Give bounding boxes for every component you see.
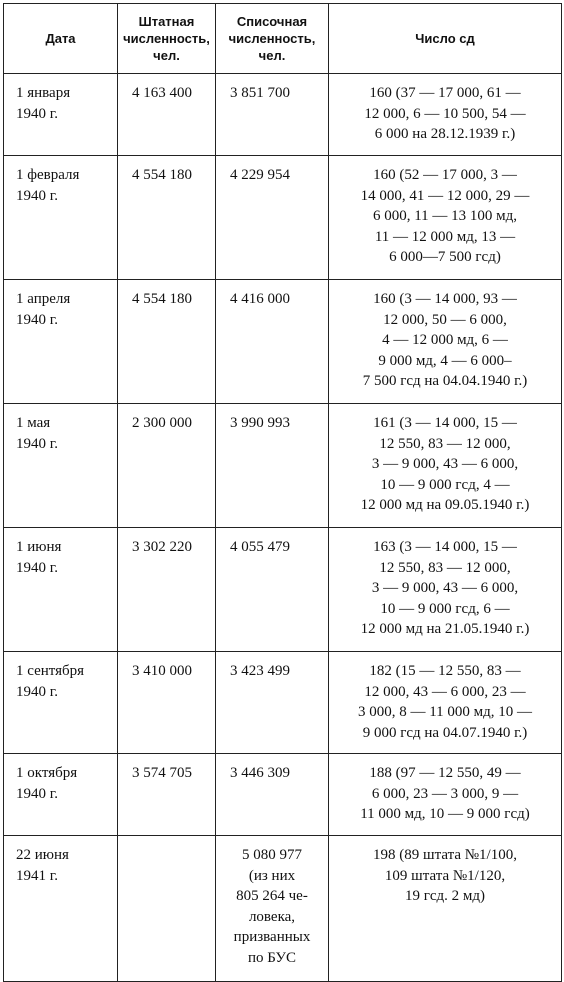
cell-date: 1 июня 1940 г. <box>4 528 118 652</box>
cell-date: 1 сентября 1940 г. <box>4 652 118 754</box>
cell-division-count: 163 (3 — 14 000, 15 — 12 550, 83 — 12 000, 3 — 9 000, 43 — 6 000, 10 — 9 000 гсд, 6 — 12 000 мд на 21.05.1940 г.) <box>329 528 562 652</box>
table-row <box>4 404 562 528</box>
cell-division-count: 182 (15 — 12 550, 83 — 12 000, 43 — 6 000, 23 — 3 000, 8 — 11 000 мд, 10 — 9 000 гсд на 04.07.1940 г.) <box>329 652 562 754</box>
table-row <box>4 754 562 836</box>
cell-staff-strength <box>118 836 216 982</box>
table-header-row <box>4 4 562 74</box>
header-date: Дата <box>4 4 118 74</box>
header-division-count: Число сд <box>329 4 562 74</box>
table-row <box>4 652 562 754</box>
cell-list-strength: 3 446 309 <box>216 754 329 836</box>
cell-date: 1 мая 1940 г. <box>4 404 118 528</box>
header-list-strength: Списочная численность, чел. <box>216 4 329 74</box>
cell-division-count: 188 (97 — 12 550, 49 — 6 000, 23 — 3 000, 9 — 11 000 мд, 10 — 9 000 гсд) <box>329 754 562 836</box>
cell-list-strength: 3 423 499 <box>216 652 329 754</box>
cell-list-strength: 4 229 954 <box>216 156 329 280</box>
cell-division-count: 161 (3 — 14 000, 15 — 12 550, 83 — 12 000, 3 — 9 000, 43 — 6 000, 10 — 9 000 гсд, 4 — 12 000 мд на 09.05.1940 г.) <box>329 404 562 528</box>
table-row <box>4 280 562 404</box>
cell-date: 1 февраля 1940 г. <box>4 156 118 280</box>
table-row <box>4 74 562 156</box>
cell-division-count: 198 (89 штата №1/100, 109 штата №1/120, 19 гсд. 2 мд) <box>329 836 562 982</box>
cell-staff-strength: 3 410 000 <box>118 652 216 754</box>
cell-staff-strength: 3 574 705 <box>118 754 216 836</box>
cell-list-strength: 4 055 479 <box>216 528 329 652</box>
cell-staff-strength: 3 302 220 <box>118 528 216 652</box>
cell-date: 1 апреля 1940 г. <box>4 280 118 404</box>
cell-division-count: 160 (3 — 14 000, 93 — 12 000, 50 — 6 000, 4 — 12 000 мд, 6 — 9 000 мд, 4 — 6 000– 7 500 гсд на 04.04.1940 г.) <box>329 280 562 404</box>
table-row <box>4 528 562 652</box>
table-row <box>4 836 562 982</box>
cell-division-count: 160 (37 — 17 000, 61 — 12 000, 6 — 10 500, 54 — 6 000 на 28.12.1939 г.) <box>329 74 562 156</box>
strength-table <box>3 3 562 982</box>
cell-date: 1 октября 1940 г. <box>4 754 118 836</box>
cell-staff-strength: 4 554 180 <box>118 156 216 280</box>
cell-staff-strength: 4 163 400 <box>118 74 216 156</box>
cell-list-strength: 3 851 700 <box>216 74 329 156</box>
cell-list-strength: 3 990 993 <box>216 404 329 528</box>
cell-date: 22 июня 1941 г. <box>4 836 118 982</box>
cell-list-strength: 4 416 000 <box>216 280 329 404</box>
cell-date: 1 января 1940 г. <box>4 74 118 156</box>
header-staff-strength: Штатная численность, чел. <box>118 4 216 74</box>
table-row <box>4 156 562 280</box>
cell-list-strength: 5 080 977 (из них 805 264 че- ловека, призванных по БУС <box>216 836 329 982</box>
cell-division-count: 160 (52 — 17 000, 3 — 14 000, 41 — 12 000, 29 — 6 000, 11 — 13 100 мд, 11 — 12 000 мд, 13 — 6 000—7 500 гсд) <box>329 156 562 280</box>
cell-staff-strength: 4 554 180 <box>118 280 216 404</box>
cell-staff-strength: 2 300 000 <box>118 404 216 528</box>
